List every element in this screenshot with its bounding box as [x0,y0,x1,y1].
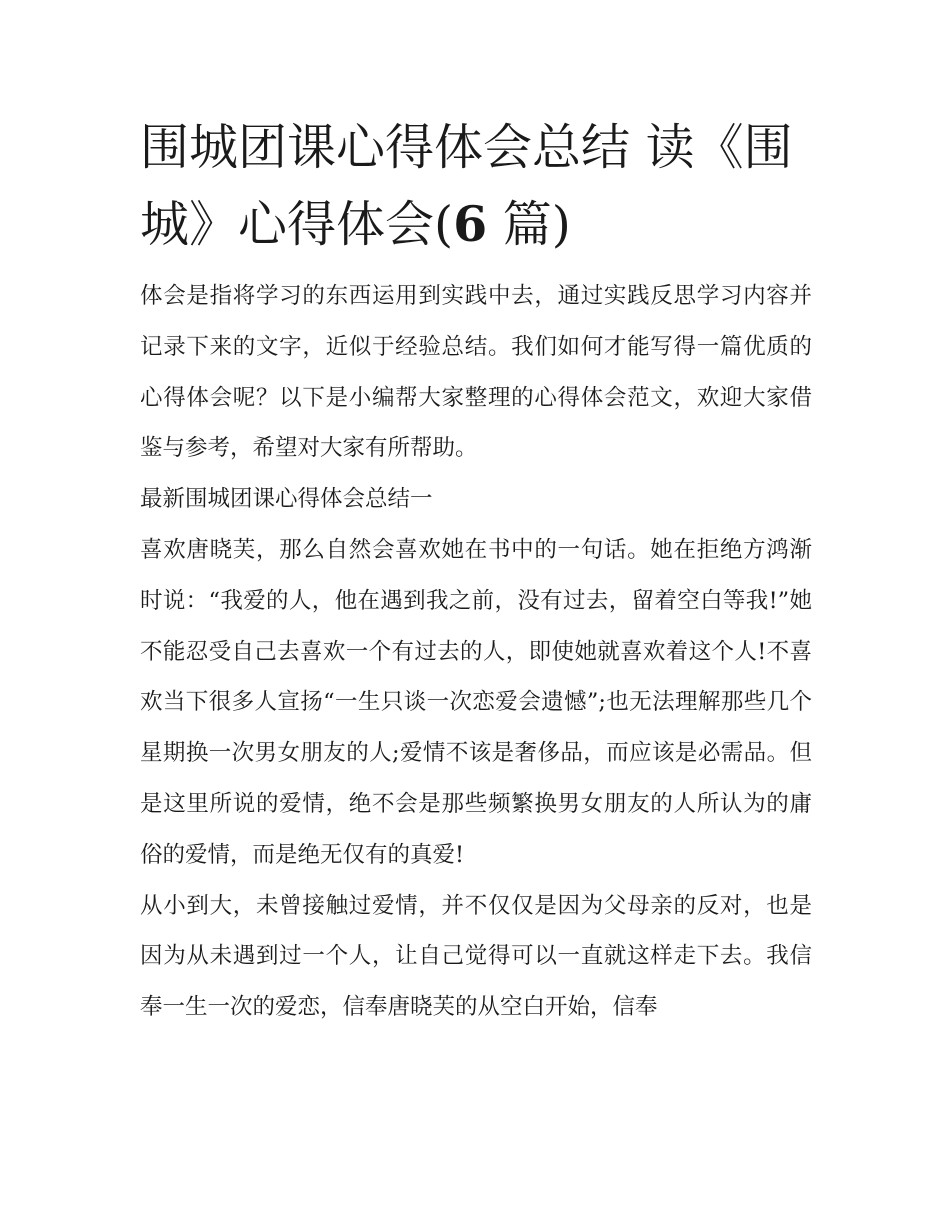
section-heading: 最新围城团课心得体会总结一 [140,486,433,513]
title-article-count: 6 [453,195,488,253]
document-page [140,110,812,1033]
body-paragraph-2: 从小到大，未曾接触过爱情，并不仅仅是因为父母亲的反对，也是因为从未遇到过一个人，让自己觉得可以一直就这样走下去。我信奉一生一次的爱恋，信奉唐晓芙的从空白开始，信奉 [140,892,812,1021]
document-body [140,271,812,1033]
body-paragraph-1: 喜欢唐晓芙，那么自然会喜欢她在书中的一句话。她在拒绝方鸿渐时说：“我爱的人，他在遇到我之前，没有过去，留着空白等我!”她不能忍受自己去喜欢一个有过去的人，即使她就喜欢着这个人!不喜欢当下很多人宣扬“一生只谈一次恋爱会遗憾”;也无法理解那些几个星期换一次男女朋友的人;爱情不该是奢侈品，而应该是必需品。但是这里所说的爱情，绝不会是那些频繁换男女朋友的人所认为的庸俗的爱情，而是绝无仅有的真爱! [140,536,812,868]
document-title [140,110,812,263]
title-text-part2: 篇) [487,196,571,253]
intro-paragraph: 体会是指将学习的东西运用到实践中去，通过实践反思学习内容并记录下来的文字，近似于经验总结。我们如何才能写得一篇优质的心得体会呢？以下是小编帮大家整理的心得体会范文，欢迎大家借鉴与参考，希望对大家有所帮助。 [140,283,812,462]
title-text-part1: 围城团课心得体会总结 读《围城》心得体会( [140,119,793,253]
